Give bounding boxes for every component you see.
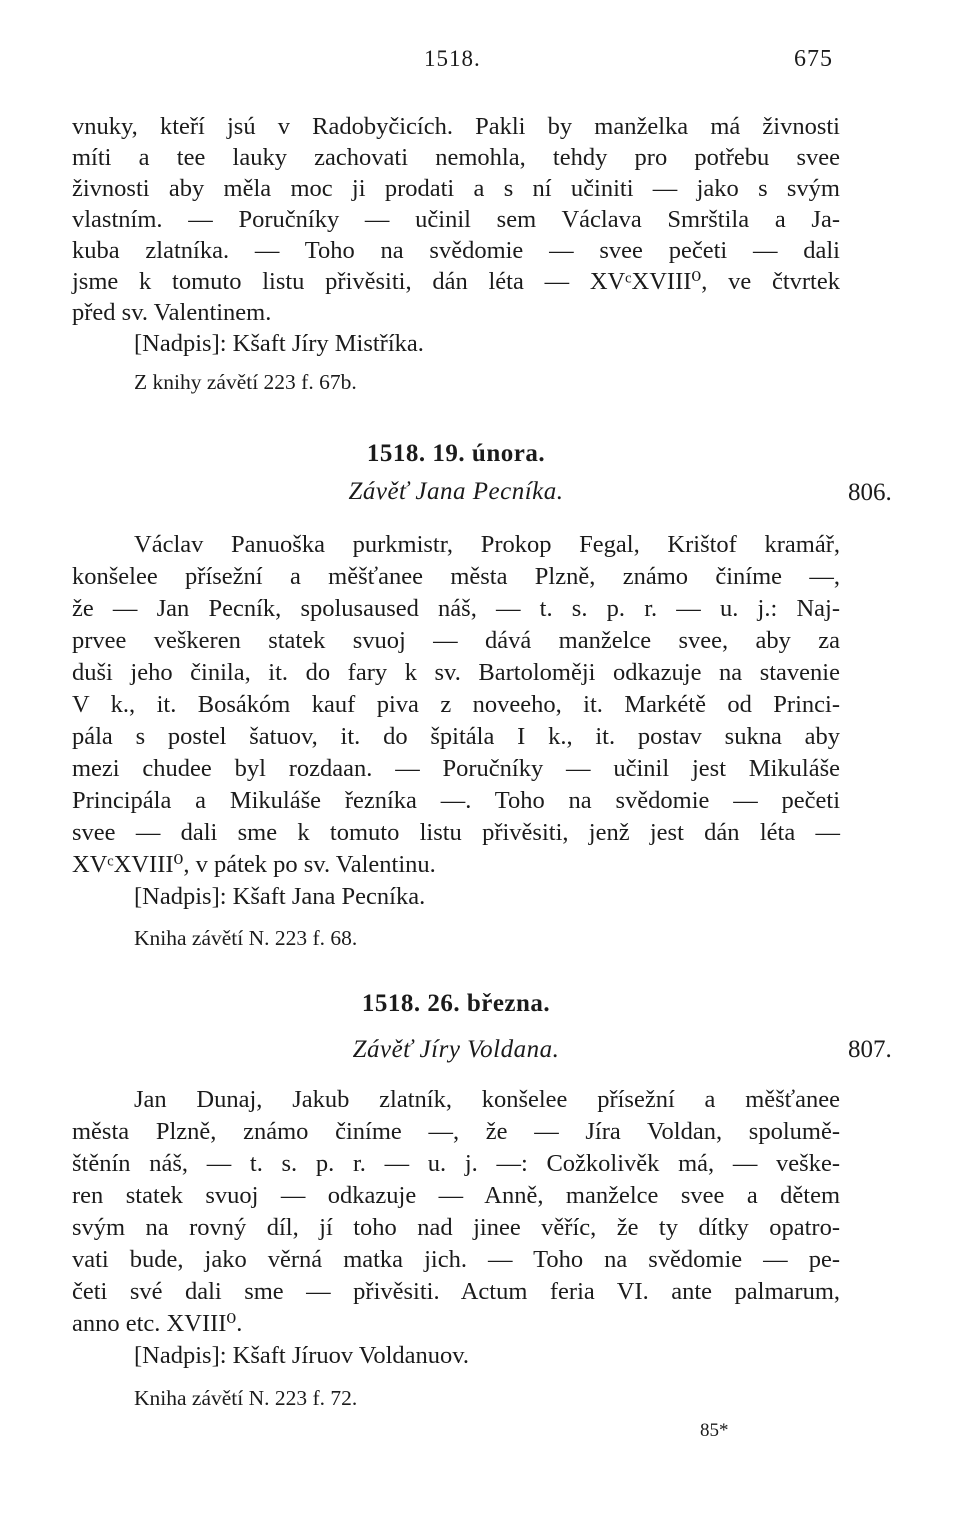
text-line: že — Jan Pecník, spolusaused náš, — t. s. p. r. — u. j.: Naj- bbox=[72, 595, 840, 622]
page-number: 675 bbox=[794, 46, 833, 72]
text-line: pála s postel šatuov, it. do špitála I k., it. postav sukna aby bbox=[72, 723, 840, 750]
text-line: anno etc. XVIII⁰. bbox=[72, 1310, 243, 1337]
text-line: svým na rovný díl, jí toho nad jinee věříc, že ty dítky opatro- bbox=[72, 1214, 840, 1241]
running-header-year: 1518. bbox=[424, 46, 481, 71]
text-line: mezi chudee byl rozdaan. — Poručníky — učinil jest Mikuláše bbox=[72, 755, 840, 782]
inscription-line: [Nadpis]: Kšaft Jíry Mistříka. bbox=[134, 330, 424, 357]
inscription-line: [Nadpis]: Kšaft Jana Pecníka. bbox=[134, 883, 426, 910]
entry-number: 806. bbox=[848, 479, 892, 506]
text-line: před sv. Valentinem. bbox=[72, 299, 272, 326]
text-line: kuba zlatníka. — Toho na svědomie — svee pečeti — dali bbox=[72, 237, 840, 264]
text-line: konšelee přísežní a měšťanee města Plzně, známo činíme —, bbox=[72, 563, 840, 590]
source-reference: Z knihy závětí 223 f. 67b. bbox=[134, 370, 357, 394]
text-line: ren statek svuoj — odkazuje — Anně, manželce svee a dětem bbox=[72, 1182, 840, 1209]
source-reference: Kniha závětí N. 223 f. 72. bbox=[134, 1386, 358, 1410]
text-line: města Plzně, známo činíme —, že — Jíra Voldan, spolumě- bbox=[72, 1118, 840, 1145]
text-line: vlastním. — Poručníky — učinil sem Václava Smrštila a Ja- bbox=[72, 206, 840, 233]
text-line: vnuky, kteří jsú v Radobyčicích. Pakli by manželka má živnosti bbox=[72, 113, 840, 140]
text-line: četi své dali sme — přivěsiti. Actum feria VI. ante palmarum, bbox=[72, 1278, 840, 1305]
text-line: duši jeho činila, it. do fary k sv. Bartoloměji odkazuje na stavenie bbox=[72, 659, 840, 686]
entry-date: 1518. 19. února. bbox=[366, 440, 546, 467]
text-line: prvee veškeren statek svuoj — dává manželce svee, aby za bbox=[72, 627, 840, 654]
source-reference: Kniha závětí N. 223 f. 68. bbox=[134, 926, 358, 950]
entry-date: 1518. 26. března. bbox=[361, 990, 551, 1017]
text-line: vati bude, jako věrná matka jich. — Toho na svědomie — pe- bbox=[72, 1246, 840, 1273]
entry-title: Závěť Jíry Voldana. bbox=[352, 1036, 560, 1063]
text-line: živnosti aby měla moc ji prodati a s ní učiniti — jako s svým bbox=[72, 175, 840, 202]
text-line: Principála a Mikuláše řezníka —. Toho na svědomie — pečeti bbox=[72, 787, 840, 814]
signature-mark: 85* bbox=[700, 1420, 729, 1441]
entry-title: Závěť Jana Pecníka. bbox=[348, 478, 564, 505]
text-line: míti a tee lauky zachovati nemohla, tehdy pro potřebu svee bbox=[72, 144, 840, 171]
text-line: Václav Panuoška purkmistr, Prokop Fegal, Krištof kramář, bbox=[134, 531, 840, 558]
text-line: svee — dali sme k tomuto listu přivěsiti, jenž jest dán léta — bbox=[72, 819, 840, 846]
text-line: štěnín náš, — t. s. p. r. — u. j. —: Cožkolivěk má, — veške- bbox=[72, 1150, 840, 1177]
inscription-line: [Nadpis]: Kšaft Jíruov Voldanuov. bbox=[134, 1342, 470, 1369]
text-line: Jan Dunaj, Jakub zlatník, konšelee přísežní a měšťanee bbox=[134, 1086, 840, 1113]
text-line: jsme k tomuto listu přivěsiti, dán léta — XVᶜXVIII⁰, ve čtvrtek bbox=[72, 268, 840, 295]
text-line: V k., it. Bosákóm kauf piva z noveeho, it. Markétě od Princi- bbox=[72, 691, 840, 718]
entry-number: 807. bbox=[848, 1036, 892, 1063]
text-line: XVᶜXVIII⁰, v pátek po sv. Valentinu. bbox=[72, 851, 436, 878]
